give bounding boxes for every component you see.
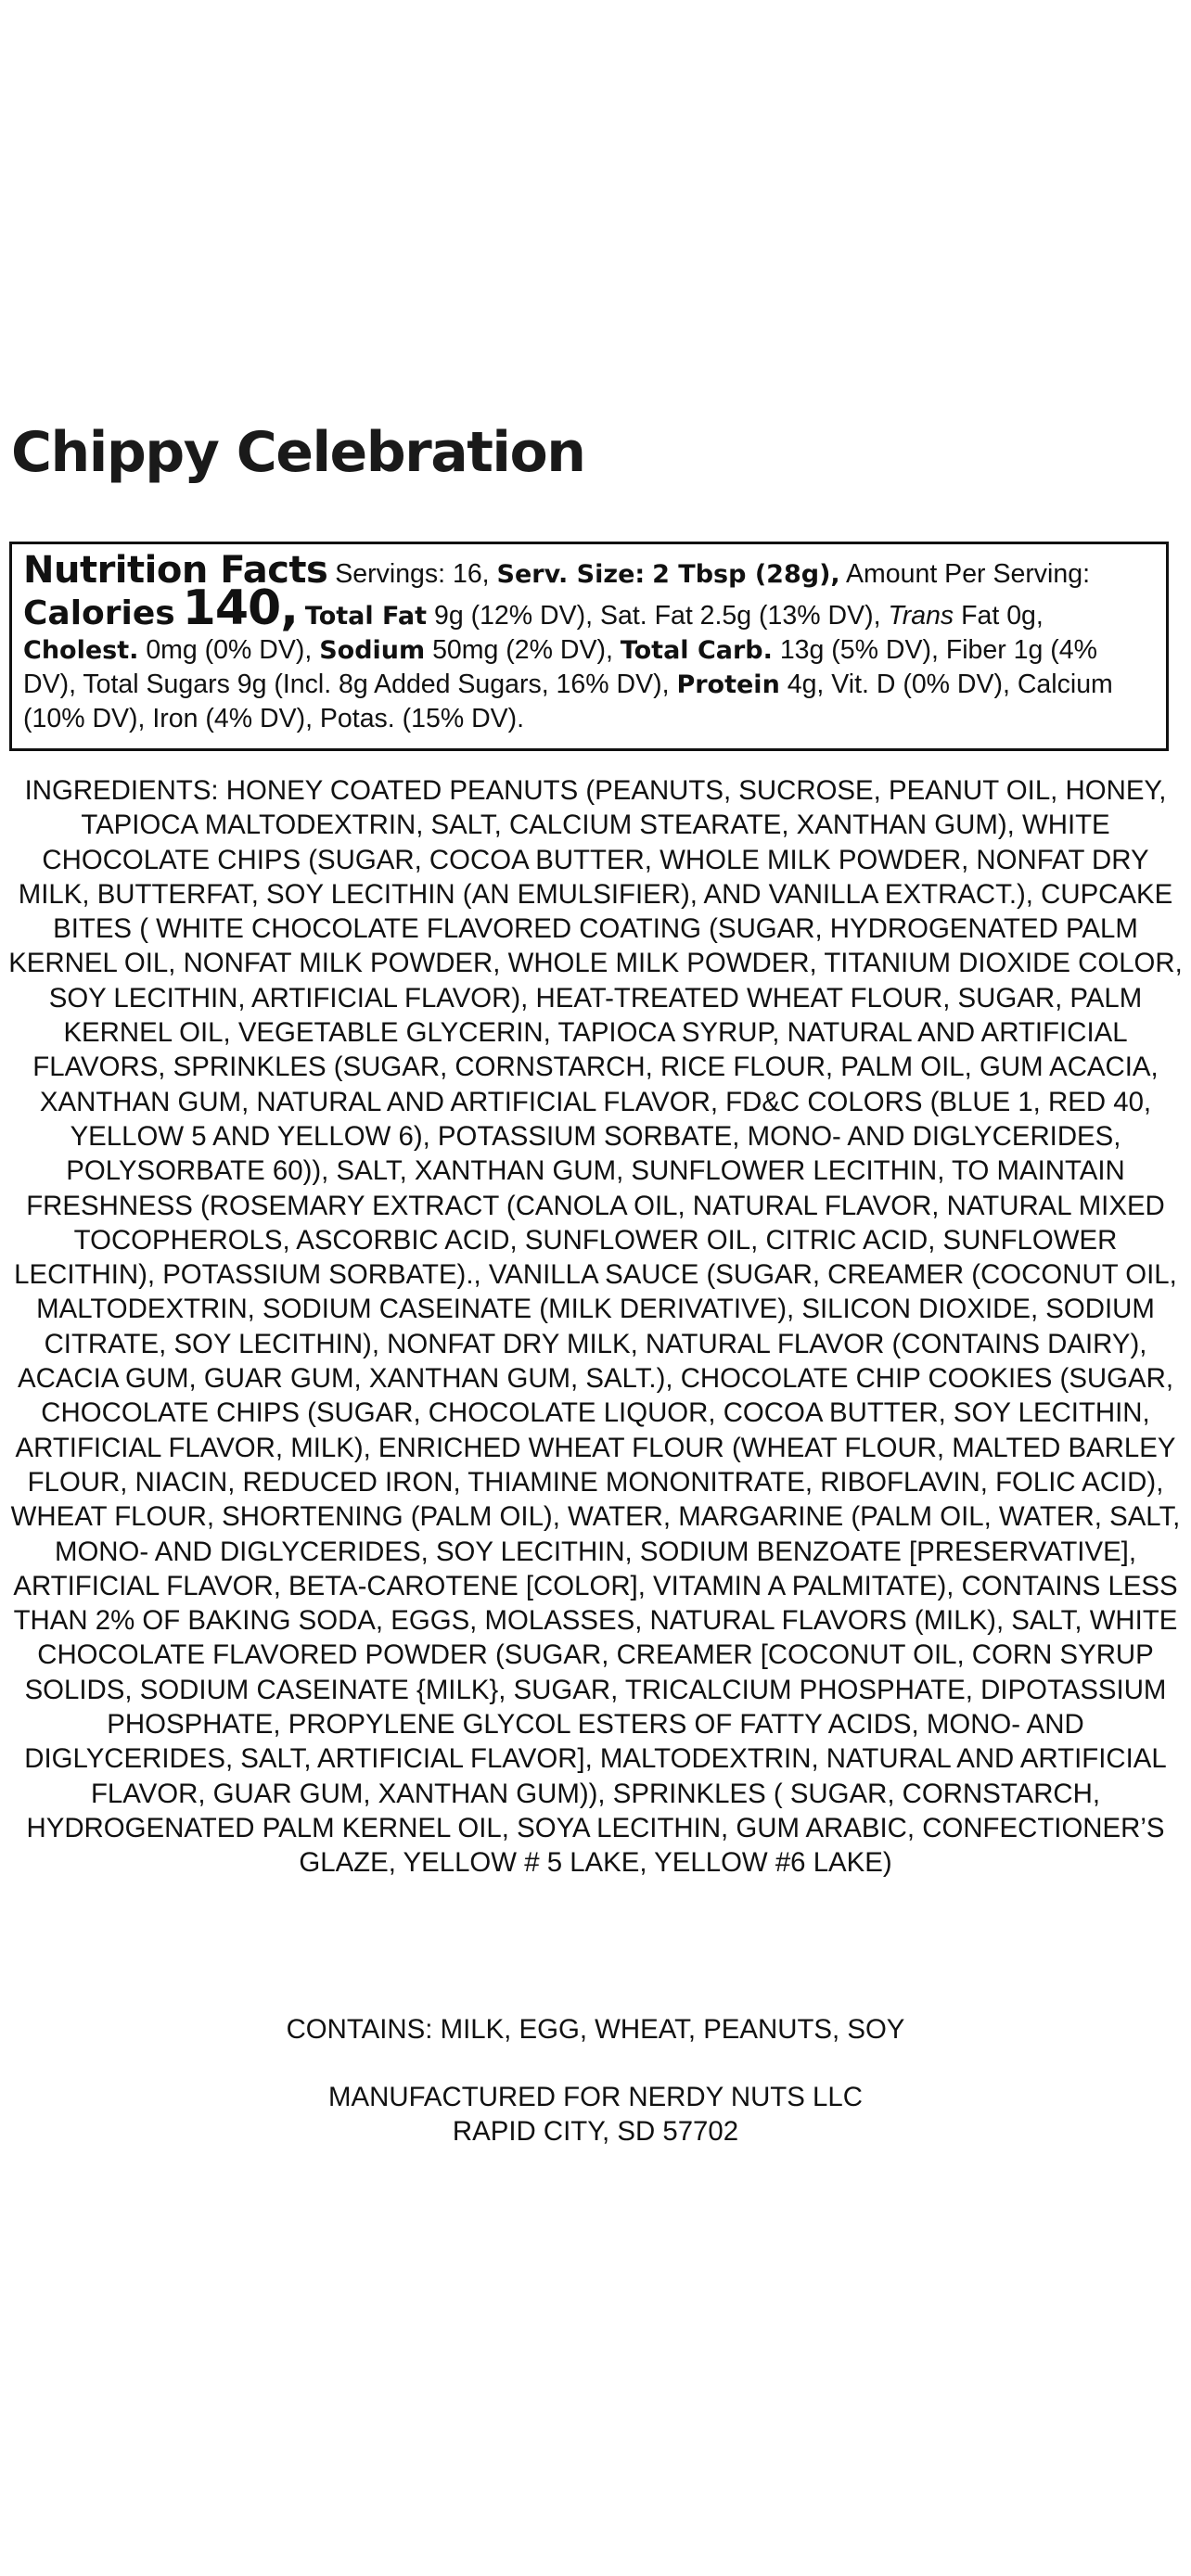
allergen-statement: CONTAINS: MILK, EGG, WHEAT, PEANUTS, SOY xyxy=(286,2014,905,2045)
product-title: Chippy Celebration xyxy=(11,420,585,485)
trans-fat-label: Trans xyxy=(888,601,954,631)
calories-label: Calories xyxy=(23,594,175,632)
trans-fat-value: Fat 0g, xyxy=(961,601,1044,631)
total-fat-label: Total Fat xyxy=(304,602,428,631)
ingredients-text: INGREDIENTS: HONEY COATED PEANUTS (PEANUTS, SUCROSE, PEANUT OIL, HONEY, TAPIOCA MALTODEXTRIN, SALT, CALCIUM STEARATE, XANTHAN GUM), WHITE CHOCOLATE CHIPS (SUGAR, COCOA BUTTER, WHOLE MILK POWDER, NONFAT DRY MILK, BUTTERFAT, SOY LECITHIN (AN EMULSIFIER), AND VANILLA EXTRACT.), CUPCAKE BITES ( WHITE CHOCOLATE FLAVORED COATING (SUGAR, HYDROGENATED PALM KERNEL OIL, NONFAT MILK POWDER, WHOLE MILK POWDER, TITANIUM DIOXIDE COLOR, SOY LECITHIN, ARTIFICIAL FLAVOR), HEAT-TREATED WHEAT FLOUR, SUGAR, PALM KERNEL OIL, VEGETABLE GLYCERIN, TAPIOCA SYRUP, NATURAL AND ARTIFICIAL FLAVORS, SPRINKLES (SUGAR, CORNSTARCH, RICE FLOUR, PALM OIL, GUM ACACIA, XANTHAN GUM, NATURAL AND ARTIFICIAL FLAVOR, FD&C COLORS (BLUE 1, RED 40, YELLOW 5 AND YELLOW 6), POTASSIUM SORBATE, MONO- AND DIGLYCERIDES, POLYSORBATE 60)), SALT, XANTHAN GUM, SUNFLOWER LECITHIN, TO MAINTAIN FRESHNESS (ROSEMARY EXTRACT (CANOLA OIL, NATURAL FLAVOR, NATURAL MIXED TOCOPHEROLS, ASCORBIC ACID, SUNFLOWER OIL, CITRIC ACID, SUNFLOWER LECITHIN), POTASSIUM SORBATE)., VANILLA SAUCE (SUGAR, CREAMER (COCONUT OIL, MALTODEXTRIN, SODIUM CASEINATE (MILK DERIVATIVE), SILICON DIOXIDE, SODIUM CITRATE, SOY LECITHIN), NONFAT DRY MILK, NATURAL FLAVOR (CONTAINS DAIRY), ACACIA GUM, GUAR GUM, XANTHAN GUM, SALT.), CHOCOLATE CHIP COOKIES (SUGAR, CHOCOLATE CHIPS (SUGAR, CHOCOLATE LIQUOR, COCOA BUTTER, SOY LECITHIN, ARTIFICIAL FLAVOR, MILK), ENRICHED WHEAT FLOUR (WHEAT FLOUR, MALTED BARLEY FLOUR, NIACIN, REDUCED IRON, THIAMINE MONONITRATE, RIBOFLAVIN, FOLIC ACID), WHEAT FLOUR, SHORTENING (PALM OIL), WATER, MARGARINE (PALM OIL, WATER, SALT, MONO- AND DIGLYCERIDES, SOY LECITHIN, SODIUM BENZOATE [PRESERVATIVE], ARTIFICIAL FLAVOR, BETA-CAROTENE [COLOR], VITAMIN A PALMITATE), CONTAINS LESS THAN 2% OF BAKING SODA, EGGS, MOLASSES, NATURAL FLAVORS (MILK), SALT, WHITE CHOCOLATE FLAVORED POWDER (SUGAR, CREAMER [COCONUT OIL, CORN SYRUP SOLIDS, SODIUM CASEINATE {MILK}, SUGAR, TRICALCIUM PHOSPHATE, DIPOTASSIUM PHOSPHATE, PROPYLENE GLYCOL ESTERS OF FATTY ACIDS, MONO- AND DIGLYCERIDES, SALT, ARTIFICIAL FLAVOR], MALTODEXTRIN, NATURAL AND ARTIFICIAL FLAVOR, GUAR GUM, XANTHAN GUM)), SPRINKLES ( SUGAR, CORNSTARCH, HYDROGENATED PALM KERNEL OIL, SOYA LECITHIN, GUM ARABIC, CONFECTIONER’S GLAZE, YELLOW # 5 LAKE, YELLOW #6 LAKE) xyxy=(8,775,1183,1879)
manufacturer-info xyxy=(0,2080,1191,2149)
nutrition-facts-panel xyxy=(9,542,1169,751)
nutrition-facts-heading: Nutrition Facts xyxy=(23,549,328,592)
total-fat-value: 9g (12% DV), Sat. Fat 2.5g (13% DV), xyxy=(433,601,881,631)
calories-value: 140, xyxy=(182,580,298,636)
serving-size-value: 2 Tbsp (28g), xyxy=(652,560,840,589)
manufacturer-line-1: MANUFACTURED FOR NERDY NUTS LLC xyxy=(328,2082,863,2112)
total-carb-value: 13g (5% DV), Fiber 1g (4% DV), Total Sugars 9g (Incl. 8g Added Sugars, 16% DV), xyxy=(23,635,1097,699)
serving-size-label: Serv. Size: xyxy=(496,560,646,589)
amount-per-serving: Amount Per Serving: xyxy=(846,559,1091,589)
total-carb-label: Total Carb. xyxy=(620,636,773,665)
sodium-label: Sodium xyxy=(319,636,426,665)
protein-label: Protein xyxy=(676,670,780,699)
sodium-value: 50mg (2% DV), xyxy=(432,635,613,665)
cholesterol-label: Cholest. xyxy=(23,636,139,665)
cholesterol-value: 0mg (0% DV), xyxy=(146,635,313,665)
protein-value: 4g, Vit. D (0% DV), Calcium (10% DV), Iron (4% DV), Potas. (15% DV). xyxy=(23,670,1113,733)
servings-text: Servings: 16, xyxy=(335,559,490,589)
manufacturer-line-2: RAPID CITY, SD 57702 xyxy=(452,2116,739,2147)
